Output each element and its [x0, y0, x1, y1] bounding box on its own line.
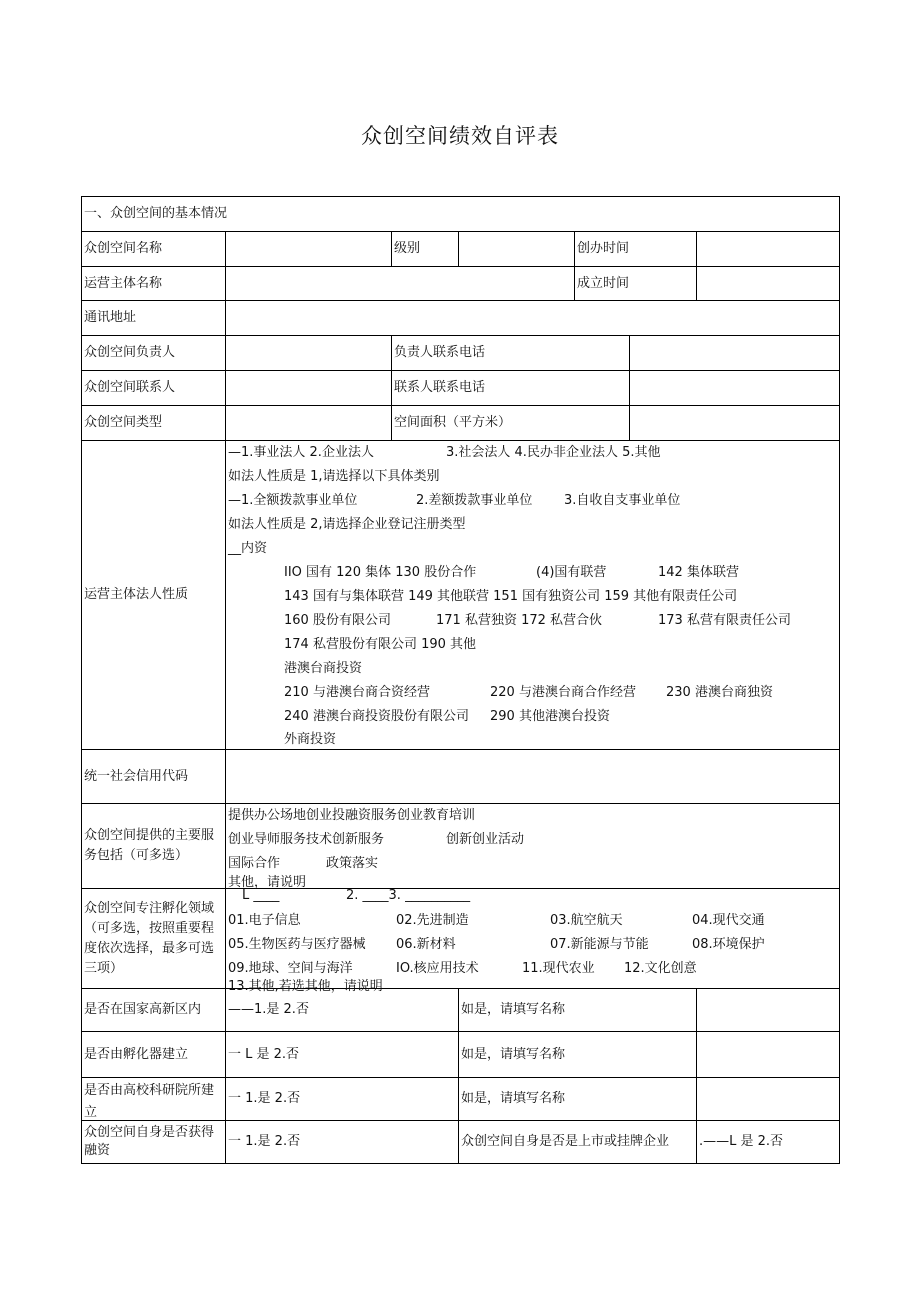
founded-value[interactable] — [697, 232, 840, 267]
established-label: 成立时间 — [575, 267, 697, 301]
legal-options — [226, 441, 840, 750]
rank-second-third[interactable]: 2. ____3. __________ — [346, 888, 471, 903]
legal-type-b[interactable]: 3.社会法人 4.民办非企业法人 5.其他 — [446, 445, 661, 460]
services-line-3a[interactable]: 国际合作 — [228, 856, 281, 871]
services-line-1[interactable]: 提供办公场地创业投融资服务创业教育培训 — [228, 808, 476, 823]
services-line-2b[interactable]: 创新创业活动 — [446, 832, 525, 847]
domestic-heading[interactable]: __内资 — [228, 541, 268, 556]
reg-type-row1b: (4)国有联营 — [536, 565, 607, 580]
field-item[interactable]: 01.电子信息 — [228, 913, 301, 928]
credit-label: 统一社会信用代码 — [82, 750, 226, 804]
name-value[interactable] — [226, 232, 392, 267]
hmt-heading: 港澳台商投资 — [284, 661, 363, 676]
university-name-value[interactable] — [697, 1078, 840, 1121]
reg-type-row6a: 210 与港澳台商合资经营 — [284, 685, 430, 700]
contact-label: 众创空间联系人 — [82, 371, 226, 406]
field-item[interactable]: 02.先进制造 — [396, 913, 469, 928]
type-value[interactable] — [226, 406, 392, 441]
incubator-fill-label: 如是，请填写名称 — [459, 1032, 697, 1078]
university-label-text: 是否由高校科研院所建立 — [84, 1083, 215, 1120]
operator-value[interactable] — [226, 267, 575, 301]
field-item[interactable]: 04.现代交通 — [692, 913, 765, 928]
field-item[interactable]: 08.环境保护 — [692, 937, 765, 952]
services-label: 众创空间提供的主要服务包括（可多选） — [82, 804, 226, 889]
field-item[interactable]: 09.地球、空间与海洋 — [228, 961, 353, 976]
founded-label: 创办时间 — [575, 232, 697, 267]
field-item[interactable]: 12.文化创意 — [624, 961, 697, 976]
reg-type-row7a: 240 港澳台商投资股份有限公司 — [284, 709, 469, 724]
contact-phone-value[interactable] — [630, 371, 840, 406]
university-label — [82, 1078, 226, 1121]
public-unit-b[interactable]: 2.差额拨款事业单位 — [416, 493, 533, 508]
head-value[interactable] — [226, 336, 392, 371]
credit-value[interactable] — [226, 750, 840, 804]
reg-type-row7b: 290 其他港澳台投资 — [490, 709, 610, 724]
field-item[interactable]: 11.现代农业 — [522, 961, 595, 976]
fields-options — [226, 888, 840, 994]
hightech-label: 是否在国家高新区内 — [82, 989, 226, 1032]
section-heading: 一、众创空间的基本情况 — [82, 197, 840, 232]
field-other[interactable]: 13.其他,若选其他，请说明 — [228, 979, 383, 994]
area-label: 空间面积（平方米） — [392, 406, 630, 441]
field-item[interactable]: 07.新能源与节能 — [550, 937, 649, 952]
hightech-name-value[interactable] — [697, 989, 840, 1032]
incubator-label: 是否由孵化器建立 — [82, 1032, 226, 1078]
rank-first[interactable]: L ____ — [242, 888, 280, 903]
university-option[interactable]: 一 1.是 2.否 — [226, 1078, 459, 1121]
services-line-3b[interactable]: 政策落实 — [326, 856, 379, 871]
head-phone-label: 负责人联系电话 — [392, 336, 630, 371]
operator-label: 运营主体名称 — [82, 267, 226, 301]
university-fill-label: 如是，请填写名称 — [459, 1078, 697, 1121]
level-value[interactable] — [459, 232, 575, 267]
incubator-name-value[interactable] — [697, 1032, 840, 1078]
public-unit-c[interactable]: 3.自收自支事业单位 — [564, 493, 681, 508]
reg-type-row4: 174 私营股份有限公司 190 其他 — [284, 637, 477, 652]
reg-type-row1a: IIO 国有 120 集体 130 股份合作 — [284, 565, 477, 580]
page-title: 众创空间绩效自评表 — [361, 124, 559, 148]
services-line-2a[interactable]: 创业导师服务技术创新服务 — [228, 832, 385, 847]
reg-type-row2: 143 国有与集体联营 149 其他联营 151 国有独资公司 159 其他有限责任公司 — [284, 589, 738, 604]
head-phone-value[interactable] — [630, 336, 840, 371]
reg-type-row6b: 220 与港澳台商合作经营 — [490, 685, 636, 700]
assessment-table — [81, 196, 840, 1164]
address-label: 通讯地址 — [82, 301, 226, 336]
fields-label: 众创空间专注孵化领域（可多选，按照重要程度依次选择，最多可选三项） — [82, 889, 226, 989]
reg-type-row3b: 171 私营独资 172 私营合伙 — [436, 613, 603, 628]
reg-type-row1c: 142 集体联营 — [658, 565, 739, 580]
legal-label: 运营主体法人性质 — [82, 441, 226, 750]
foreign-heading: 外商投资 — [284, 732, 337, 747]
field-item[interactable]: IO.核应用技术 — [396, 961, 479, 976]
financing-option[interactable]: 一 1.是 2.否 — [226, 1121, 459, 1164]
listed-label: 众创空间自身是否是上市或挂牌企业 — [459, 1121, 697, 1164]
reg-type-row6c: 230 港澳台商独资 — [666, 685, 773, 700]
field-item[interactable]: 06.新材料 — [396, 937, 456, 952]
hightech-option[interactable]: ——1.是 2.否 — [226, 989, 459, 1032]
services-options — [226, 804, 840, 889]
hightech-fill-label: 如是，请填写名称 — [459, 989, 697, 1032]
public-unit-a[interactable]: —1.全额拨款事业单位 — [228, 493, 358, 508]
contact-value[interactable] — [226, 371, 392, 406]
reg-type-row3a: 160 股份有限公司 — [284, 613, 391, 628]
legal-hint-1: 如法人性质是 1,请选择以下具体类别 — [228, 469, 440, 484]
incubator-option[interactable]: 一 L 是 2.否 — [226, 1032, 459, 1078]
listed-option[interactable]: .——L 是 2.否 — [697, 1121, 840, 1164]
address-value[interactable] — [226, 301, 840, 336]
field-item[interactable]: 05.生物医药与医疗器械 — [228, 937, 366, 952]
head-label: 众创空间负责人 — [82, 336, 226, 371]
name-label: 众创空间名称 — [82, 232, 226, 267]
level-label: 级别 — [392, 232, 459, 267]
reg-type-row3c: 173 私营有限责任公司 — [658, 613, 791, 628]
financing-label: 众创空间自身是否获得融资 — [82, 1121, 226, 1164]
services-other[interactable]: 其他，请说明 — [228, 875, 307, 890]
contact-phone-label: 联系人联系电话 — [392, 371, 630, 406]
established-value[interactable] — [697, 267, 840, 301]
legal-type-a[interactable]: —1.事业法人 2.企业法人 — [228, 445, 374, 460]
type-label: 众创空间类型 — [82, 406, 226, 441]
area-value[interactable] — [630, 406, 840, 441]
field-item[interactable]: 03.航空航天 — [550, 913, 623, 928]
legal-hint-2: 如法人性质是 2,请选择企业登记注册类型 — [228, 517, 466, 532]
